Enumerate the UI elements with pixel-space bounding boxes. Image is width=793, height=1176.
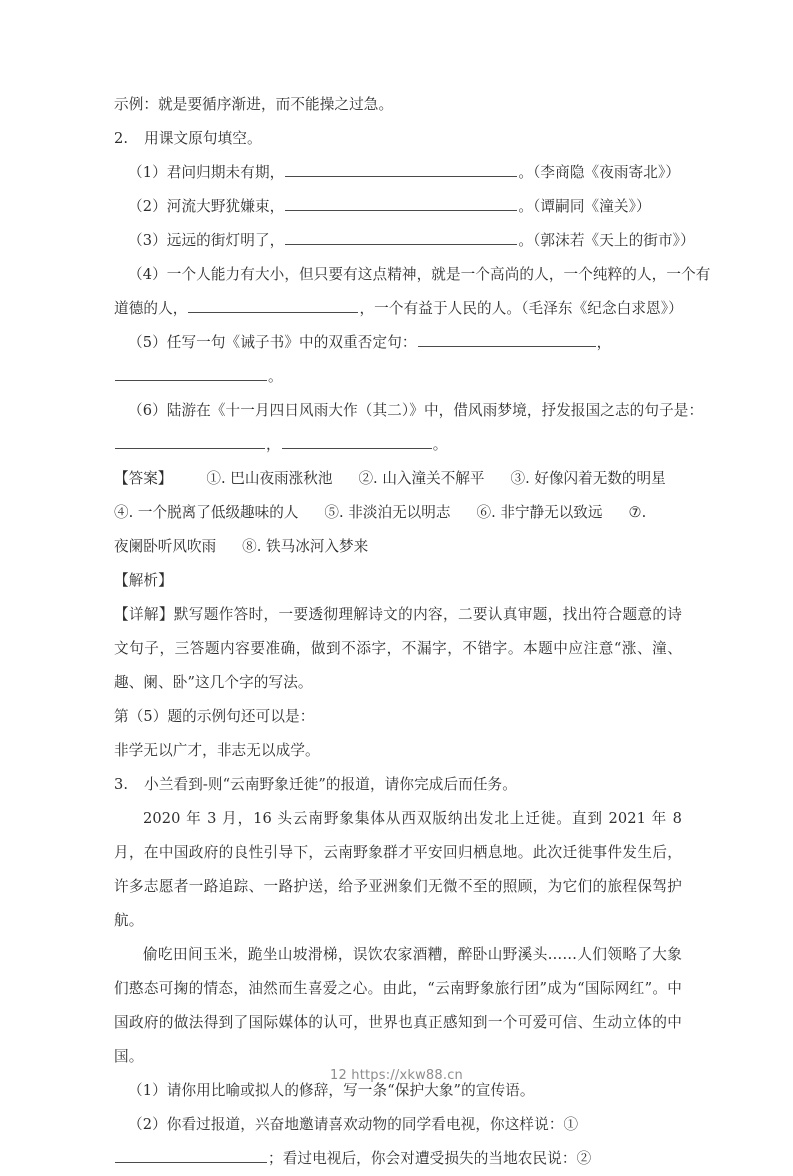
analysis-note-example: 非学无以广才，非志无以成学。 xyxy=(114,742,320,759)
item-label: （2） xyxy=(128,1116,167,1133)
item-label: （6） xyxy=(128,402,167,419)
item-text-after: 。（李商隐《夜雨寄北》） xyxy=(518,164,681,181)
answer-number: ⑧. xyxy=(242,538,262,555)
analysis-detail-tag: 【详解】 xyxy=(114,606,174,623)
answer-number: ②. xyxy=(358,470,378,487)
question-3-sub-2-line-1 xyxy=(114,1108,682,1142)
item-label: （3） xyxy=(128,232,167,249)
answer-number: ⑦. xyxy=(628,504,647,521)
question-2-item-6-line-2 xyxy=(114,428,682,462)
question-2-item-6-line-1 xyxy=(114,394,704,428)
item-text-before: 君问归期未有期， xyxy=(166,164,285,181)
answer-number: ④. xyxy=(114,504,134,521)
answer-text: 夜阑卧听风吹雨 xyxy=(114,538,217,555)
answer-text: 一个脱离了低级趣味的人 xyxy=(137,504,299,521)
page-content xyxy=(114,88,711,1176)
fill-in-blank[interactable] xyxy=(285,229,517,245)
question-3-sub-2-line-2 xyxy=(114,1142,682,1176)
question-2-item-5-line-2 xyxy=(114,360,682,394)
page-footer-watermark: 12 https://xkw88.cn xyxy=(330,1068,463,1083)
answer-row-3 xyxy=(114,530,682,564)
question-2-item-4-line-2 xyxy=(114,292,682,326)
item-separator: ， xyxy=(596,334,612,351)
question-3-paragraph-2: 偷吃田间玉米，跪坐山坡滑梯，误饮农家酒糟，醉卧山野溪头……人们领略了大象们憨态可掬的情态，油然而生喜爱之心。由此，“云南野象旅行团”成为“国际网红”。中国政府的做法得到了国际媒体的认可，世界也真正感知到一个可爱可信、生动立体的中国。 xyxy=(114,946,682,1065)
answer-tag: 【答案】 xyxy=(114,470,173,487)
answer-text: 好像闪着无数的明星 xyxy=(534,470,666,487)
question-2-item-5-line-1 xyxy=(114,326,682,360)
fill-in-blank[interactable] xyxy=(418,331,596,347)
fill-in-blank[interactable] xyxy=(115,1147,267,1163)
question-3-stem xyxy=(114,768,682,802)
item-text-after: 。（郭沫若《天上的街市》） xyxy=(518,232,695,249)
answer-number: ③. xyxy=(510,470,530,487)
question-2-item-4-line-1 xyxy=(114,258,711,292)
item-text-after: 。 xyxy=(268,368,283,385)
question-2-stem-text: 用课文原句填空。 xyxy=(144,130,262,147)
answer-text: 非淡泊无以明志 xyxy=(348,504,451,521)
item-text-before: 远远的街灯明了， xyxy=(166,232,285,249)
answer-text: 非宁静无以致远 xyxy=(500,504,603,521)
answer-row-1 xyxy=(114,462,682,496)
answer-text: 铁马冰河入梦来 xyxy=(266,538,369,555)
fill-in-blank[interactable] xyxy=(285,195,517,211)
question-2-stem xyxy=(114,122,682,156)
item-text-after: ，一个有益于人民的人。（毛泽东《纪念白求恩》） xyxy=(359,300,683,317)
question-2-item-2 xyxy=(114,190,682,224)
answer-number: ①. xyxy=(206,470,226,487)
answer-number: ⑤. xyxy=(324,504,344,521)
answer-text: 山入潼关不解平 xyxy=(382,470,485,487)
item-text: 一个人能力有大小，但只要有这点精神，就是一个高尚的人，一个纯粹的人，一个有 xyxy=(166,266,711,283)
item-text-after: ；看过电视后，你会对遭受损失的当地农民说：② xyxy=(268,1150,592,1167)
fill-in-blank[interactable] xyxy=(285,161,517,177)
item-label: （5） xyxy=(128,334,167,351)
item-separator: ， xyxy=(266,436,281,453)
item-text-before: 道德的人， xyxy=(114,300,188,317)
answer-text: 巴山夜雨涨秋池 xyxy=(230,470,333,487)
question-2-number: 2. xyxy=(114,130,129,147)
item-text: 陆游在《十一月四日风雨大作（其二）》中，借风雨梦境，抒发报国之志的句子是： xyxy=(166,402,704,419)
fill-in-blank[interactable] xyxy=(115,433,265,449)
item-text-after: 。 xyxy=(432,436,448,453)
item-text-before: 河流大野犹嫌束， xyxy=(166,198,285,215)
question-2-item-3 xyxy=(114,224,695,258)
question-3-stem-text: 小兰看到-则“云南野象迁徙”的报道，请你完成后而任务。 xyxy=(144,776,517,793)
item-label: （2） xyxy=(128,198,167,215)
analysis-note-line: 第（5）题的示例句还可以是： xyxy=(114,708,315,725)
fill-in-blank[interactable] xyxy=(188,297,358,313)
analysis-tag: 【解析】 xyxy=(114,572,173,589)
example-line: 示例：就是要循序渐进，而不能操之过急。 xyxy=(114,96,394,113)
fill-in-blank[interactable] xyxy=(115,365,267,381)
item-label: （1） xyxy=(128,1082,167,1099)
item-label: （1） xyxy=(128,164,167,181)
analysis-detail xyxy=(114,598,682,700)
item-text: 请你用比喻或拟人的修辞，写一条“保护大象”的宣传语。 xyxy=(166,1082,535,1099)
answer-row-2 xyxy=(114,496,682,530)
question-3-paragraph-1: 2020 年 3 月，16 头云南野象集体从西双版纳出发北上迁徙。直到 2021 年 8 月，在中国政府的良性引导下，云南野象群才平安回归栖息地。此次迁徙事件发生后，许多志愿者一路追踪、一路护送，给予亚洲象们无微不至的照顾，为它们的旅程保驾护航。 xyxy=(114,810,682,929)
item-text: 你看过报道，兴奋地邀请喜欢动物的同学看电视，你这样说：① xyxy=(166,1116,579,1133)
item-label: （4） xyxy=(128,266,167,283)
fill-in-blank[interactable] xyxy=(282,433,432,449)
item-text-before: 任写一句《诫子书》中的双重否定句： xyxy=(166,334,417,351)
question-3-number: 3. xyxy=(114,776,129,793)
analysis-detail-text: 默写题作答时，一要透彻理解诗文的内容，二要认真审题，找出符合题意的诗文句子，三答题内容要准确，做到不添字，不漏字，不错字。本题中应注意“涨、潼、趣、阑、卧”这几个字的写法。 xyxy=(114,606,683,691)
answer-number: ⑥. xyxy=(476,504,496,521)
item-text-after: 。（谭嗣同《潼关》） xyxy=(518,198,651,215)
question-2-item-1 xyxy=(114,156,682,190)
